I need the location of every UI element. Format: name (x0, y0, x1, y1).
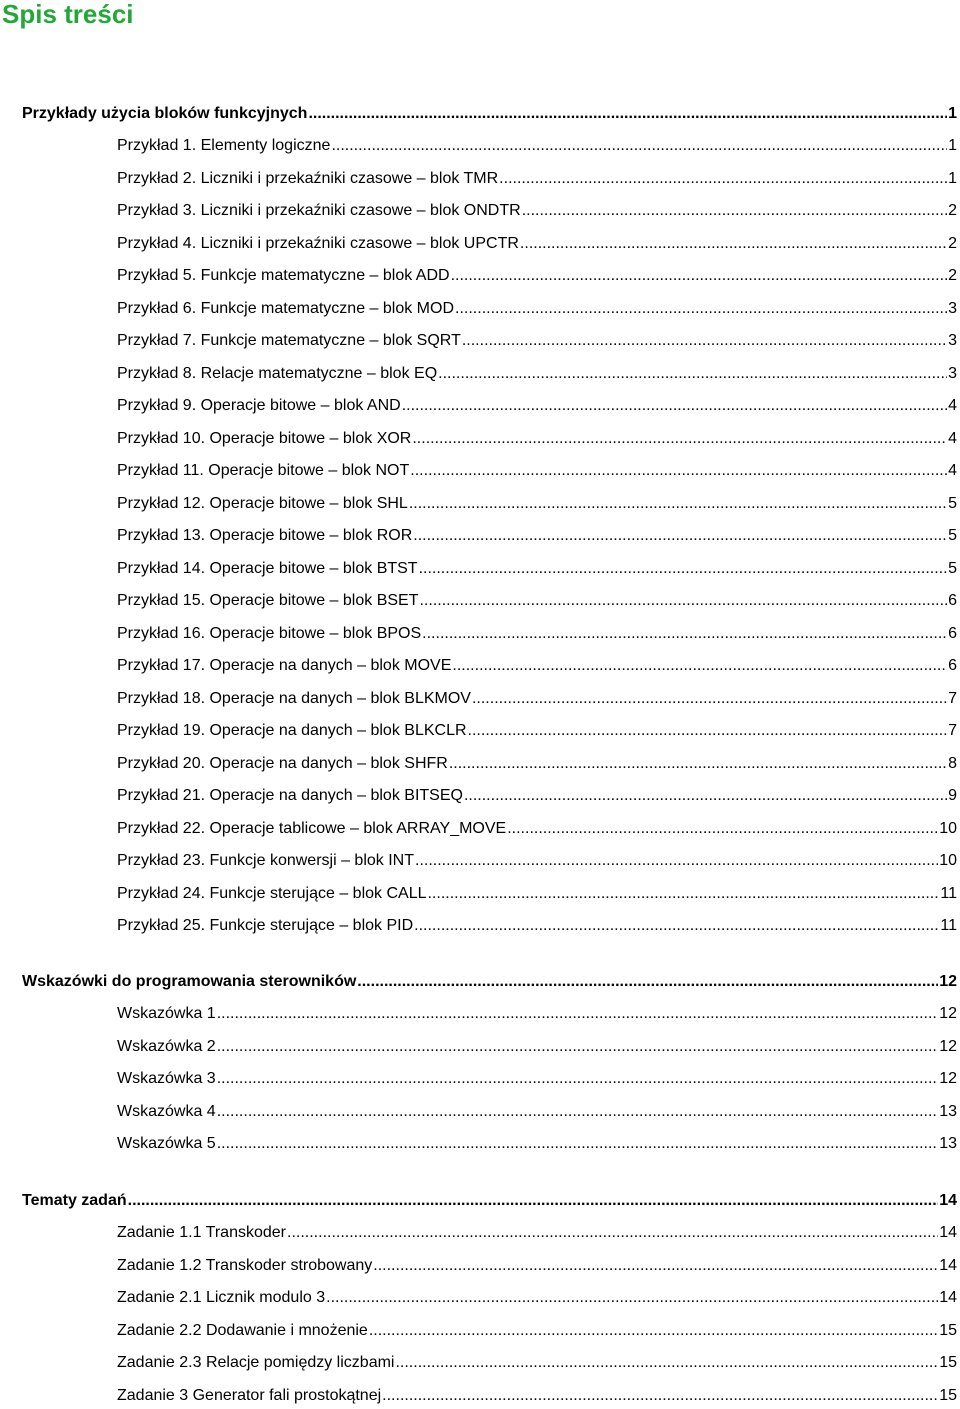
toc-entry[interactable] (117, 493, 957, 515)
toc-entry-label: Przykład 5. Funkcje matematyczne – blok ADD (117, 267, 450, 284)
toc-entry-label: Przykład 1. Elementy logiczne (117, 137, 331, 154)
toc-entry-label: Przykład 14. Operacje bitowe – blok BTST (117, 560, 418, 577)
dot-leader (452, 655, 947, 677)
toc-entry[interactable] (117, 1036, 957, 1058)
dot-leader (419, 558, 948, 580)
dot-leader (369, 1320, 938, 1342)
toc-entry-label: Tematy zadań (22, 1192, 127, 1209)
toc-entry[interactable] (117, 1222, 957, 1244)
toc-entry-page-number: 2 (948, 235, 957, 252)
toc-entry-label: Przykład 3. Liczniki i przekaźniki czasowe – blok ONDTR (117, 202, 521, 219)
toc-entry[interactable] (117, 168, 957, 190)
dot-leader (462, 330, 947, 352)
dot-leader (128, 1190, 939, 1212)
toc-entry[interactable] (117, 1133, 957, 1155)
dot-leader (520, 233, 947, 255)
toc-entry-page-number: 7 (948, 690, 957, 707)
toc-entry[interactable] (117, 915, 957, 937)
toc-entry-label: Przykład 12. Operacje bitowe – blok SHL (117, 495, 408, 512)
toc-entry-label: Przykład 21. Operacje na danych – blok BITSEQ (117, 787, 463, 804)
dot-leader (451, 265, 948, 287)
toc-entry-label: Przykład 13. Operacje bitowe – blok ROR (117, 527, 413, 544)
dot-leader (217, 1068, 939, 1090)
toc-entry-label: Wskazówka 5 (117, 1135, 216, 1152)
toc-entry-label: Przykład 24. Funkcje sterujące – blok CALL (117, 885, 427, 902)
toc-entry-label: Zadanie 1.1 Transkoder (117, 1224, 286, 1241)
dot-leader (449, 753, 947, 775)
toc-entry-label: Przykład 7. Funkcje matematyczne – blok SQRT (117, 332, 461, 349)
toc-entry-label: Przykład 18. Operacje na danych – blok BLKMOV (117, 690, 471, 707)
toc-entry-label: Zadanie 3 Generator fali prostokątnej (117, 1387, 382, 1404)
dot-leader (415, 850, 938, 872)
dot-leader (217, 1101, 939, 1123)
dot-leader (412, 428, 947, 450)
toc-entry-page-number: 12 (939, 1070, 957, 1087)
toc-entry-page-number: 14 (939, 1289, 957, 1306)
toc-entry[interactable] (117, 850, 957, 872)
toc-entry-page-number: 10 (939, 820, 957, 837)
toc-entry-page-number: 1 (948, 105, 957, 122)
toc-entry[interactable] (117, 1287, 957, 1309)
toc-entry-page-number: 11 (940, 917, 957, 934)
toc-entry-page-number: 10 (939, 852, 957, 869)
toc-entry[interactable] (117, 655, 957, 677)
toc-entry-page-number: 4 (948, 430, 957, 447)
toc-entry-page-number: 13 (939, 1103, 957, 1120)
dot-leader (326, 1287, 938, 1309)
toc-entry-label: Przykład 22. Operacje tablicowe – blok ARRAY_MOVE (117, 820, 507, 837)
toc-entry-page-number: 15 (939, 1387, 957, 1404)
toc-entry-label: Przykład 20. Operacje na danych – blok SHFR (117, 755, 448, 772)
toc-entry-page-number: 1 (948, 137, 957, 154)
dot-leader (217, 1003, 939, 1025)
toc-entry[interactable] (117, 1068, 957, 1090)
dot-leader (357, 971, 938, 993)
toc-entry-label: Wskazówka 4 (117, 1103, 216, 1120)
dot-leader (427, 883, 939, 905)
toc-entry-label: Zadanie 1.2 Transkoder strobowany (117, 1257, 373, 1274)
toc-entry-page-number: 3 (948, 365, 957, 382)
toc-entry-label: Wskazówki do programowania sterowników (22, 973, 357, 990)
dot-leader (422, 623, 947, 645)
toc-entry[interactable] (117, 558, 957, 580)
toc-entry-page-number: 14 (939, 1257, 957, 1274)
toc-entry[interactable] (117, 363, 957, 385)
toc-section-heading[interactable] (22, 103, 957, 125)
toc-entry-page-number: 5 (948, 560, 957, 577)
toc-entry-label: Przykład 6. Funkcje matematyczne – blok MOD (117, 300, 455, 317)
dot-leader (308, 103, 947, 125)
page-title: Spis treści (2, 0, 134, 29)
toc-entry-page-number: 4 (948, 397, 957, 414)
toc-entry-label: Przykłady użycia bloków funkcyjnych (22, 105, 308, 122)
dot-leader (522, 200, 947, 222)
toc-entry-label: Wskazówka 1 (117, 1005, 216, 1022)
toc-entry[interactable] (117, 785, 957, 807)
toc-entry-label: Wskazówka 2 (117, 1038, 216, 1055)
toc-entry-page-number: 11 (940, 885, 957, 902)
toc-entry-label: Przykład 19. Operacje na danych – blok BLKCLR (117, 722, 467, 739)
toc-entry-label: Przykład 25. Funkcje sterujące – blok PID (117, 917, 414, 934)
toc-entry-page-number: 15 (939, 1322, 957, 1339)
toc-entry-page-number: 15 (939, 1354, 957, 1371)
toc-entry[interactable] (117, 233, 957, 255)
dot-leader (410, 460, 947, 482)
toc-entry-page-number: 7 (948, 722, 957, 739)
toc-entry[interactable] (117, 330, 957, 352)
dot-leader (468, 720, 948, 742)
toc-entry-page-number: 12 (939, 1038, 957, 1055)
toc-entry-page-number: 8 (948, 755, 957, 772)
toc-entry[interactable] (117, 753, 957, 775)
toc-entry[interactable] (117, 883, 957, 905)
toc-entry[interactable] (117, 688, 957, 710)
toc-entry-page-number: 14 (939, 1224, 957, 1241)
toc-section-heading[interactable] (22, 971, 957, 993)
toc-entry-label: Przykład 11. Operacje bitowe – blok NOT (117, 462, 410, 479)
toc-entry-label: Przykład 17. Operacje na danych – blok MOVE (117, 657, 452, 674)
dot-leader (413, 525, 947, 547)
toc-entry-page-number: 3 (948, 300, 957, 317)
toc-entry-page-number: 3 (948, 332, 957, 349)
toc-entry[interactable] (117, 428, 957, 450)
toc-entry[interactable] (117, 1320, 957, 1342)
toc-entry[interactable] (117, 623, 957, 645)
toc-entry[interactable] (117, 1255, 957, 1277)
toc-entry[interactable] (117, 818, 957, 840)
toc-entry-page-number: 6 (948, 657, 957, 674)
toc-entry-label: Przykład 23. Funkcje konwersji – blok INT (117, 852, 414, 869)
toc-entry[interactable] (117, 265, 957, 287)
toc-entry-page-number: 6 (948, 592, 957, 609)
toc-entry[interactable] (117, 1352, 957, 1374)
dot-leader (464, 785, 947, 807)
dot-leader (507, 818, 938, 840)
toc-entry[interactable] (117, 1101, 957, 1123)
toc-section-heading[interactable] (22, 1190, 957, 1212)
toc-entry[interactable] (117, 395, 957, 417)
toc-entry-page-number: 13 (939, 1135, 957, 1152)
toc-entry-page-number: 14 (939, 1192, 957, 1209)
toc-entry-page-number: 5 (948, 495, 957, 512)
toc-entry[interactable] (117, 525, 957, 547)
toc-entry-label: Zadanie 2.2 Dodawanie i mnożenie (117, 1322, 368, 1339)
toc-entry-label: Zadanie 2.3 Relacje pomiędzy liczbami (117, 1354, 395, 1371)
toc-entry-page-number: 4 (948, 462, 957, 479)
dot-leader (419, 590, 947, 612)
toc-entry[interactable] (117, 590, 957, 612)
toc-entry[interactable] (117, 1003, 957, 1025)
toc-entry-label: Przykład 10. Operacje bitowe – blok XOR (117, 430, 412, 447)
dot-leader (217, 1036, 939, 1058)
dot-leader (455, 298, 947, 320)
toc-entry[interactable] (117, 1385, 957, 1407)
toc-entry-page-number: 6 (948, 625, 957, 642)
dot-leader (409, 493, 947, 515)
toc-entry-label: Przykład 8. Relacje matematyczne – blok EQ (117, 365, 438, 382)
dot-leader (331, 135, 947, 157)
dot-leader (438, 363, 947, 385)
dot-leader (414, 915, 939, 937)
dot-leader (499, 168, 947, 190)
dot-leader (373, 1255, 938, 1277)
toc-entry[interactable] (117, 460, 957, 482)
toc-entry-label: Przykład 16. Operacje bitowe – blok BPOS (117, 625, 422, 642)
toc-entry-page-number: 12 (939, 973, 957, 990)
toc-entry[interactable] (117, 298, 957, 320)
toc-entry[interactable] (117, 720, 957, 742)
toc-entry-label: Przykład 9. Operacje bitowe – blok AND (117, 397, 401, 414)
dot-leader (472, 688, 947, 710)
dot-leader (217, 1133, 939, 1155)
toc-entry-page-number: 2 (948, 202, 957, 219)
dot-leader (382, 1385, 938, 1407)
toc-entry-label: Przykład 15. Operacje bitowe – blok BSET (117, 592, 419, 609)
toc-entry-page-number: 9 (948, 787, 957, 804)
toc-entry-label: Przykład 2. Liczniki i przekaźniki czasowe – blok TMR (117, 170, 499, 187)
toc-entry-page-number: 2 (948, 267, 957, 284)
dot-leader (287, 1222, 938, 1244)
toc-entry-label: Wskazówka 3 (117, 1070, 216, 1087)
toc-entry-label: Zadanie 2.1 Licznik modulo 3 (117, 1289, 326, 1306)
toc-entry-label: Przykład 4. Liczniki i przekaźniki czasowe – blok UPCTR (117, 235, 519, 252)
toc-entry-page-number: 12 (939, 1005, 957, 1022)
toc-entry-page-number: 5 (948, 527, 957, 544)
toc-entry[interactable] (117, 200, 957, 222)
dot-leader (402, 395, 947, 417)
dot-leader (395, 1352, 938, 1374)
toc-entry[interactable] (117, 135, 957, 157)
toc-entry-page-number: 1 (948, 170, 957, 187)
